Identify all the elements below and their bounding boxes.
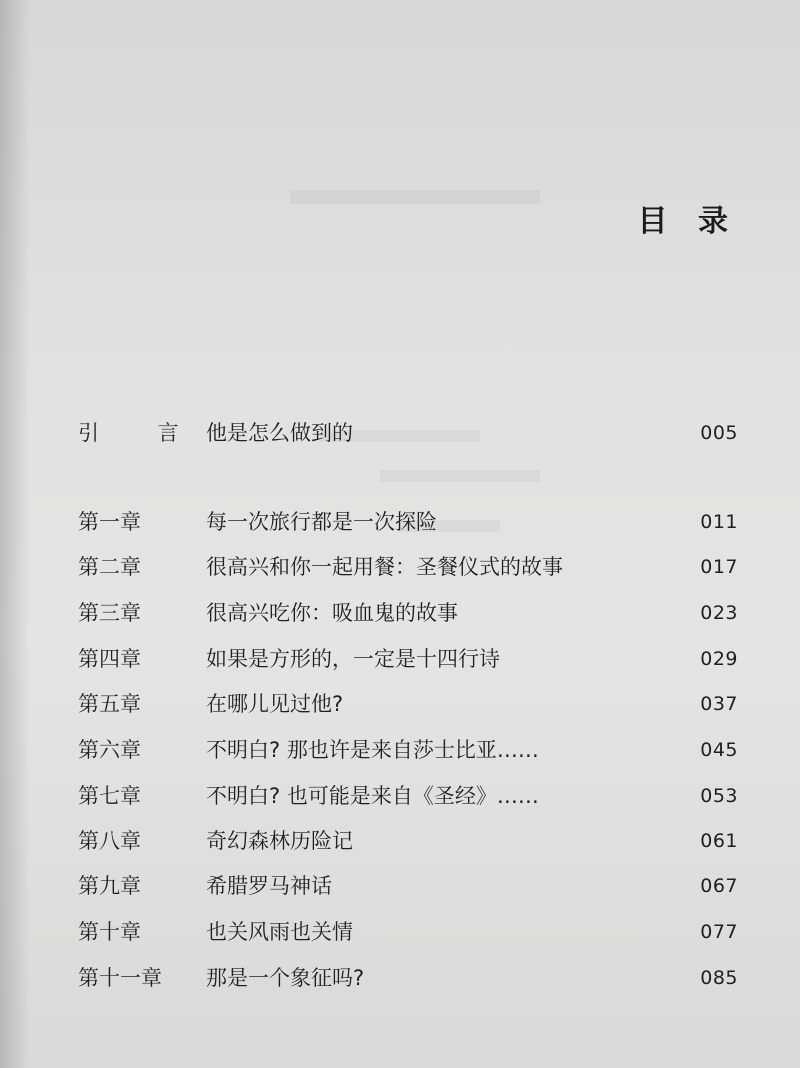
chapter-label: 引 言 xyxy=(78,421,205,445)
chapter-label: 第八章 xyxy=(78,829,141,853)
chapter-label: 第五章 xyxy=(78,692,141,716)
page-number: 037 xyxy=(700,693,738,715)
chapter-title: 也关风雨也关情 xyxy=(206,920,353,944)
chapter-title: 他是怎么做到的 xyxy=(206,421,353,445)
toc-row[interactable] xyxy=(78,869,738,903)
chapter-label: 第十章 xyxy=(78,920,141,944)
toc-row[interactable] xyxy=(78,416,738,450)
page-number: 029 xyxy=(700,648,738,670)
page-number: 053 xyxy=(700,785,738,807)
page-number: 085 xyxy=(700,967,738,989)
toc-row[interactable] xyxy=(78,550,738,584)
chapter-title: 不明白? 也可能是来自《圣经》…… xyxy=(206,784,539,808)
toc-row[interactable] xyxy=(78,961,738,995)
chapter-label: 第三章 xyxy=(78,601,141,625)
page-number: 005 xyxy=(700,422,738,444)
show-through-ghost xyxy=(380,470,540,482)
chapter-label: 第一章 xyxy=(78,510,141,534)
chapter-title: 如果是方形的，一定是十四行诗 xyxy=(206,647,500,671)
chapter-title: 那是一个象征吗? xyxy=(206,966,365,990)
chapter-label: 第十一章 xyxy=(78,966,162,990)
chapter-title: 每一次旅行都是一次探险 xyxy=(206,510,437,534)
toc-title: 目 录 xyxy=(637,204,738,239)
chapter-label: 第四章 xyxy=(78,647,141,671)
toc-row[interactable] xyxy=(78,733,738,767)
chapter-title: 很高兴和你一起用餐：圣餐仪式的故事 xyxy=(206,555,563,579)
page-number: 077 xyxy=(700,921,738,943)
chapter-label: 第六章 xyxy=(78,738,141,762)
page-number: 061 xyxy=(700,830,738,852)
chapter-title: 很高兴吃你：吸血鬼的故事 xyxy=(206,601,458,625)
page-number: 017 xyxy=(700,556,738,578)
toc-row[interactable] xyxy=(78,915,738,949)
toc-row[interactable] xyxy=(78,596,738,630)
chapter-title: 在哪儿见过他? xyxy=(206,692,344,716)
toc-row[interactable] xyxy=(78,505,738,539)
page-number: 023 xyxy=(700,602,738,624)
toc-row[interactable] xyxy=(78,687,738,721)
show-through-ghost xyxy=(290,190,540,204)
chapter-label: 第九章 xyxy=(78,874,141,898)
chapter-label: 第二章 xyxy=(78,555,141,579)
page-number: 067 xyxy=(700,875,738,897)
chapter-label: 第七章 xyxy=(78,784,141,808)
page-number: 045 xyxy=(700,739,738,761)
chapter-title: 不明白? 那也许是来自莎士比亚…… xyxy=(206,738,539,762)
toc-row[interactable] xyxy=(78,779,738,813)
page-number: 011 xyxy=(700,511,738,533)
chapter-title: 奇幻森林历险记 xyxy=(206,829,353,853)
toc-row[interactable] xyxy=(78,824,738,858)
page-gutter-shadow xyxy=(0,0,30,1068)
chapter-title: 希腊罗马神话 xyxy=(206,874,332,898)
toc-row[interactable] xyxy=(78,642,738,676)
